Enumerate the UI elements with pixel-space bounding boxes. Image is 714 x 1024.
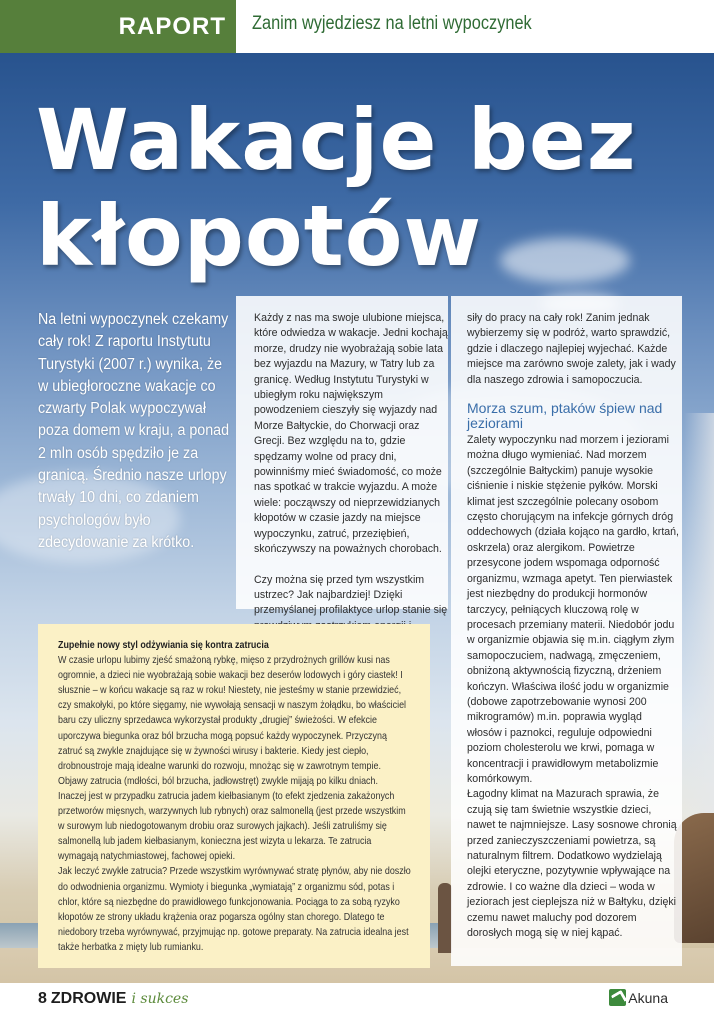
paragraph: Zalety wypoczynku nad morzem i jeziorami można długo wymieniać. Nad morzem (szczególnie Bałtyckim) panuje wysokie ciśnienie i niskie stężenie pyłków. Morski klimat jest szczególnie polecany osobom często chorującym na infekcje górnych dróg oddechowych (działa kojąco na gardło, krtań, oskrzela) oraz alergikom. Powietrze przesycone jodem wspomaga odporność organizmu, wzmaga apetyt. Ten pierwiastek jest niezbędny do produkcji hormonów tarczycy, pełniących kluczową rolę w procesach przemiany materii. Niedobór jodu w organizmie objawia się m.in. ciągłym złym samopoczuciem, nadwagą, zmęczeniem, obniżoną aktywnością fizyczną, drżeniem kończyn. Właściwa ilość jodu w organizmie (dobowe zapotrzebowanie wynosi 200 mikrogramów) m.in. poprawia wygląd włosów i paznokci, reguluje odpowiedni poziom cholesterolu we krwi, pomaga w koncentracji i prawidłowym metabolizmie komórkowym. bbox=[467, 434, 679, 785]
sidebar-title: Zupełnie nowy styl odżywiania się kontra zatrucia bbox=[58, 639, 269, 651]
rock bbox=[438, 883, 452, 953]
magazine-subtitle: i sukces bbox=[131, 991, 189, 1007]
section-subhead: Morza szum, ptaków śpiew nad jeziorami bbox=[467, 400, 663, 431]
photo-edge bbox=[684, 413, 714, 833]
column-2-text bbox=[467, 311, 679, 956]
section-label: RAPORT bbox=[118, 12, 226, 40]
header-bar bbox=[0, 0, 714, 53]
article-title: Wakacje bez kłopotów bbox=[36, 91, 637, 285]
brand-name: Akuna bbox=[628, 989, 668, 1006]
paragraph: Łagodny klimat na Mazurach sprawia, że czują się tam świetnie wszystkie dzieci, nawet te najmniejsze. Lasy sosnowe chronią przed zanieczyszczeniami powietrza, są naturalnym filtrem. Dodatkowo wydzielają olejki eteryczne, pozytywnie wpływające na zdrowie. I co ważne dla dzieci – woda w jeziorach jest cieplejsza niż w Bałtyku, dzięki czemu nawet maluchy pod dozorem dorosłych mogą się w niej kąpać. bbox=[467, 788, 677, 940]
sidebar-text bbox=[58, 638, 412, 955]
kicker: Zanim wyjedziesz na letni wypoczynek bbox=[252, 13, 532, 34]
brand-logo bbox=[609, 989, 668, 1006]
paragraph: siły do pracy na cały rok! Zanim jednak wybierzemy się w podróż, warto sprawdzić, gdzie i dlaczego najlepiej wyjechać. Każde miejsce ma zarówno swoje zalety, jak i wady dla naszego zdrowia i samopoczucia. bbox=[467, 312, 676, 386]
page-number: 8 bbox=[38, 990, 47, 1007]
section-label-box bbox=[0, 0, 236, 53]
sidebar-paragraph: Inaczej jest w przypadku zatrucia jadem kiełbasianym (to efekt zjedzenia zakażonych przetworów mięsnych, warzywnych lub rybnych) oraz salmonellą (jest przede wszystkim w surowym lub niedogotowanym drobiu oraz surowych jajkach). Jeśli zatruliśmy się salmonellą lub jadem kiełbasianym, konieczna jest wizyta u lekarza. Te zatrucia wymagają natychmiastowej, fachowej opieki. bbox=[58, 789, 406, 863]
footer-folio bbox=[28, 986, 196, 1012]
body-column-1 bbox=[236, 296, 448, 617]
article-lead: Na letni wypoczynek czekamy cały rok! Z raportu Instytutu Turystyki (2007 r.) wynika, że w ubiegłoroczne wakacje co czwarty Polak wypoczywał poza domem w kraju, a ponad 2 mln osób spędziło je za granicą. Średnio nasze urlopy trwały 10 dni, co zdaniem psychologów było zdecydowanie za krótko. bbox=[38, 311, 230, 551]
sidebar-paragraph: W czasie urlopu lubimy zjeść smażoną rybkę, mięso z przydrożnych grillów kusi nas ogromnie, a dzieci nie wyobrażają sobie wakacji bez deserów lodowych i góry ciastek! I słusznie – w końcu wakacje są raz w roku! Niestety, nie jesteśmy w stanie przewidzieć, czy smakołyki, po które sięgamy, nie wywołają sensacji w naszym żołądku, bo właściciel baru czy uliczny sprzedawca wykorzystał produkty „drugiej” świeżości. W efekcie uporczywa biegunka oraz ból brzucha mogą popsuć każdy wypoczynek. Przyczyną zatruć są zwykle znajdujące się w żywności wirusy i bakterie. Kiedy jest ciepło, drobnoustroje mają idealne warunki do rozwoju, mnożąc się w zawrotnym tempie. Objawy zatrucia (mdłości, ból brzucha, jadłowstręt) zwykle mijają po kilku dniach. bbox=[58, 654, 407, 787]
magazine-name: ZDROWIE bbox=[50, 990, 127, 1007]
paragraph: Czy można się przed tym wszystkim ustrzec? Jak najbardziej! Dzięki przemyślanej profilaktyce urlop stanie się bbox=[254, 573, 448, 617]
column-1-text bbox=[254, 311, 448, 665]
sidebar-box bbox=[38, 624, 430, 968]
paragraph: Każdy z nas ma swoje ulubione miejsca, które odwiedza w wakacje. Jedni kochają morze, drudzy nie wyobrażają sobie lata bez wyjazdu na Mazury, w Tatry lub za granicę. Według Instytutu Turystyki w ubiegłym roku największym powodzeniem cieszyły się wyjazdy nad Morze Bałtyckie, do Chorwacji oraz Grecji. Bez względu na to, gdzie spędzamy wolne od pracy dni, powinniśmy mieć świadomość, co może nas spotkać w trakcie wyjazdu. A może wiele: począwszy od nieprzewidzianych kłopotów w czasie jazdy na miejsce wypoczynku, zatruć, przeziębień, skończywszy na poważnych chorobach. bbox=[254, 312, 448, 556]
body-column-2 bbox=[451, 296, 682, 966]
akuna-leaf-icon bbox=[609, 989, 626, 1006]
sidebar-paragraph: Jak leczyć zwykłe zatrucia? Przede wszystkim wyrównywać stratę płynów, aby nie doszło do odwodnienia organizmu. Wymioty i biegunka „wymiatają” z organizmu sód, potas i chlor, które są niezbędne do prawidłowego funkcjonowania. Pociąga to za sobą ryzyko kłopotów ze strony układu krążenia oraz pogarsza ogólny stan chorego. Dlatego te niedobory trzeba wyrównywać, przyjmując np. gotowe preparaty. Na zatrucia idealna jest także herbatka z mięty lub rumianku. bbox=[58, 865, 411, 953]
